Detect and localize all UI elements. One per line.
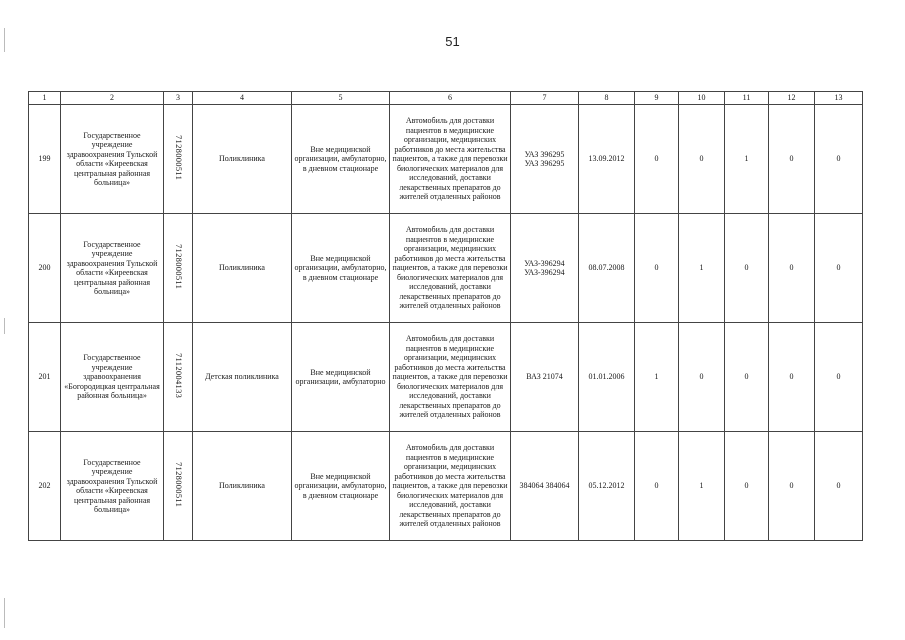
organization-name: Государственное учреждение здравоохранения Тульской области «Киреевская центральная районная больница» (61, 214, 164, 323)
unit-name: Поликлиника (193, 214, 292, 323)
row-number: 199 (29, 105, 61, 214)
vehicle-model-line: УАЗ-396294 (524, 268, 565, 277)
vehicle-model (511, 432, 579, 541)
vehicle-model (511, 105, 579, 214)
column-header: 12 (769, 92, 815, 105)
vehicle-model-line: 384064 384064 (519, 481, 570, 491)
column-header: 7 (511, 92, 579, 105)
table-row (29, 323, 863, 432)
count-cell: 0 (635, 105, 679, 214)
vehicle-purpose: Автомобиль для доставки пациентов в медицинские организации, медицинских работников до места жительства пациентов, а также для перевозки биологических материалов для исследований, доставки лекарственных препаратов до жителей отдаленных районов (390, 105, 511, 214)
header-row (29, 92, 863, 105)
registration-date: 05.12.2012 (579, 432, 635, 541)
count-cell: 1 (679, 214, 725, 323)
table-row (29, 105, 863, 214)
registration-date: 13.09.2012 (579, 105, 635, 214)
inn-code: 7128000511 (173, 135, 184, 181)
column-header: 5 (292, 92, 390, 105)
count-cell: 1 (725, 105, 769, 214)
vehicle-model (511, 214, 579, 323)
left-margin-line (4, 598, 5, 628)
unit-name: Детская поликлиника (193, 323, 292, 432)
care-mode: Вне медицинской организации, амбулаторно (292, 323, 390, 432)
column-header: 2 (61, 92, 164, 105)
vehicle-model-line: УАЗ 396295 (524, 159, 565, 168)
vehicle-purpose: Автомобиль для доставки пациентов в медицинские организации, медицинских работников до места жительства пациентов, а также для перевозки биологических материалов для исследований, доставки лекарственных препаратов до жителей отдаленных районов (390, 323, 511, 432)
count-cell: 0 (679, 323, 725, 432)
registration-date: 01.01.2006 (579, 323, 635, 432)
row-number: 202 (29, 432, 61, 541)
inn-cell (164, 214, 193, 323)
vehicle-purpose: Автомобиль для доставки пациентов в медицинские организации, медицинских работников до места жительства пациентов, а также для перевозки биологических материалов для исследований, доставки лекарственных препаратов до жителей отдаленных районов (390, 214, 511, 323)
column-header: 13 (815, 92, 863, 105)
unit-name: Поликлиника (193, 105, 292, 214)
page-number: 51 (445, 34, 460, 49)
vehicle-table (28, 91, 863, 541)
vehicle-model (511, 323, 579, 432)
vehicle-purpose: Автомобиль для доставки пациентов в медицинские организации, медицинских работников до места жительства пациентов, а также для перевозки биологических материалов для исследований, доставки лекарственных препаратов до жителей отдаленных районов (390, 432, 511, 541)
count-cell: 0 (815, 105, 863, 214)
column-header: 6 (390, 92, 511, 105)
column-header: 10 (679, 92, 725, 105)
row-number: 200 (29, 214, 61, 323)
column-header: 8 (579, 92, 635, 105)
count-cell: 0 (635, 432, 679, 541)
unit-name: Поликлиника (193, 432, 292, 541)
count-cell: 0 (769, 323, 815, 432)
care-mode: Вне медицинской организации, амбулаторно, в дневном стационаре (292, 432, 390, 541)
row-number: 201 (29, 323, 61, 432)
inn-code: 7128000511 (173, 244, 184, 290)
count-cell: 0 (815, 432, 863, 541)
count-cell: 0 (769, 214, 815, 323)
inn-code: 7128000511 (173, 462, 184, 508)
table-row (29, 214, 863, 323)
inn-cell (164, 105, 193, 214)
count-cell: 0 (769, 105, 815, 214)
count-cell: 1 (635, 323, 679, 432)
left-margin-line (4, 318, 5, 334)
column-header: 1 (29, 92, 61, 105)
count-cell: 0 (815, 214, 863, 323)
count-cell: 0 (679, 105, 725, 214)
inn-cell (164, 323, 193, 432)
table-row (29, 432, 863, 541)
count-cell: 0 (725, 323, 769, 432)
column-header: 3 (164, 92, 193, 105)
vehicle-model-line: УАЗ-396294 (524, 258, 565, 268)
column-header: 9 (635, 92, 679, 105)
inn-cell (164, 432, 193, 541)
count-cell: 1 (679, 432, 725, 541)
count-cell: 0 (815, 323, 863, 432)
inn-code: 7112004133 (173, 353, 184, 399)
count-cell: 0 (635, 214, 679, 323)
organization-name: Государственное учреждение здравоохранения Тульской области «Киреевская центральная районная больница» (61, 432, 164, 541)
column-header: 4 (193, 92, 292, 105)
count-cell: 0 (725, 432, 769, 541)
count-cell: 0 (725, 214, 769, 323)
care-mode: Вне медицинской организации, амбулаторно, в дневном стационаре (292, 105, 390, 214)
organization-name: Государственное учреждение здравоохранения Тульской области «Киреевская центральная районная больница» (61, 105, 164, 214)
care-mode: Вне медицинской организации, амбулаторно, в дневном стационаре (292, 214, 390, 323)
organization-name: Государственное учреждение здравоохранения «Богородицкая центральная районная больница» (61, 323, 164, 432)
column-header: 11 (725, 92, 769, 105)
vehicle-model-line: ВАЗ 21074 (526, 372, 563, 382)
registration-date: 08.07.2008 (579, 214, 635, 323)
count-cell: 0 (769, 432, 815, 541)
vehicle-model-line: УАЗ 396295 (524, 149, 565, 159)
